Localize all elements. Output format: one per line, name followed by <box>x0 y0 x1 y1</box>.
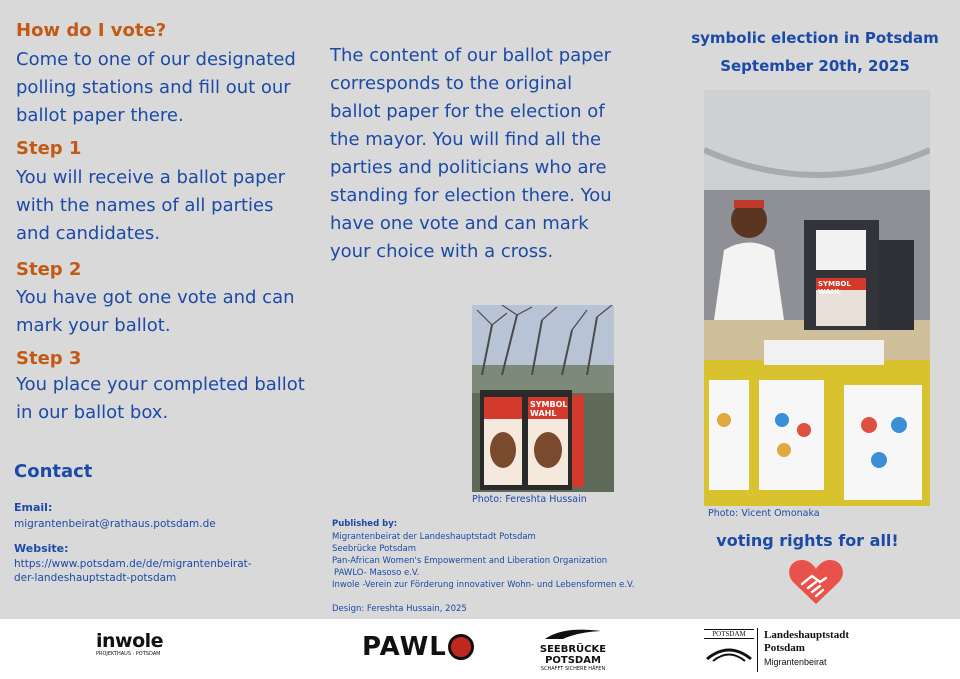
publisher-4: PAWLO- Masoso e.V. <box>334 568 420 578</box>
publisher-5: Inwole -Verein zur Förderung innovativer Wohn- und Lebensformen e.V. <box>332 580 635 590</box>
inwole-wordmark: inwole <box>96 630 164 652</box>
seebruecke-subtitle: SCHAFFT SICHERE HÄFEN <box>540 666 606 672</box>
step1-heading: Step 1 <box>16 138 82 159</box>
potsdam-divider <box>757 628 758 672</box>
seebruecke-line1: SEEBRÜCKE <box>539 644 607 655</box>
potsdam-text-block <box>764 629 849 669</box>
publisher-1: Migrantenbeirat der Landeshauptstadt Potsdam <box>332 532 536 542</box>
potsdam-arch-icon <box>704 639 754 663</box>
footer-logos <box>0 619 960 679</box>
pawlo-wordmark: PAWL <box>362 632 447 662</box>
website-label: Website: <box>14 542 69 555</box>
seebruecke-line2: POTSDAM <box>545 655 601 666</box>
design-credit: Design: Fereshta Hussain, 2025 <box>332 604 467 614</box>
website-link-line1[interactable]: https://www.potsdam.de/de/migrantenbeirat- <box>14 558 252 570</box>
step3-heading: Step 3 <box>16 348 82 369</box>
heart-handshake-icon <box>788 558 844 606</box>
ballot-paragraph: The content of our ballot paper corresponds to the original ballot paper for the election of the mayor. You will find all the parties and politicians who are standing for election there. You have one vote and can mark your choice with a cross. <box>330 45 612 262</box>
email-link[interactable]: migrantenbeirat@rathaus.potsdam.de <box>14 518 216 530</box>
inwole-subtitle: PROJEKTHAUS · POTSDAM <box>96 651 161 657</box>
polling-station-photo <box>704 90 930 506</box>
pawlo-logo <box>362 629 474 665</box>
how-text: Come to one of our designated polling stations and fill out our ballot paper there. <box>16 49 296 126</box>
website-link-line2[interactable]: der-landeshauptstadt-potsdam <box>14 572 177 584</box>
ballot-box-label: SYMBOL WAHL <box>530 400 568 418</box>
step1-text: You will receive a ballot paper with the names of all parties and candidates. <box>16 167 286 244</box>
election-title: symbolic election in Potsdam <box>691 29 939 47</box>
publisher-3: Pan-African Women's Empowerment and Liberation Organization <box>332 556 608 566</box>
seebruecke-logo <box>533 625 613 672</box>
ballot-box-photo <box>472 305 614 492</box>
potsdam-emblem <box>704 629 754 667</box>
potsdam-line1: Landeshauptstadt <box>764 629 849 641</box>
step2-heading: Step 2 <box>16 259 82 280</box>
middle-photo-caption: Photo: Fereshta Hussain <box>472 494 587 505</box>
pawlo-emblem-icon <box>448 634 474 660</box>
potsdam-mark-text: POTSDAM <box>704 629 754 639</box>
email-label: Email: <box>14 501 53 514</box>
step3-text: You place your completed ballot in our ballot box. <box>16 374 305 423</box>
inwole-logo <box>96 630 166 668</box>
poster-label: SYMBOL WAHL <box>818 280 851 296</box>
how-heading: How do I vote? <box>16 20 167 41</box>
right-photo-caption: Photo: Vicent Omonaka <box>708 508 820 519</box>
published-label: Published by: <box>332 519 398 529</box>
election-date: September 20th, 2025 <box>720 57 910 75</box>
contact-heading: Contact <box>14 461 93 482</box>
wave-icon <box>543 628 603 640</box>
potsdam-line3: Migrantenbeirat <box>764 657 827 667</box>
potsdam-line2: Potsdam <box>764 642 805 654</box>
slogan: voting rights for all! <box>716 531 899 550</box>
publisher-2: Seebrücke Potsdam <box>332 544 417 554</box>
step2-text: You have got one vote and can mark your ballot. <box>16 287 295 336</box>
